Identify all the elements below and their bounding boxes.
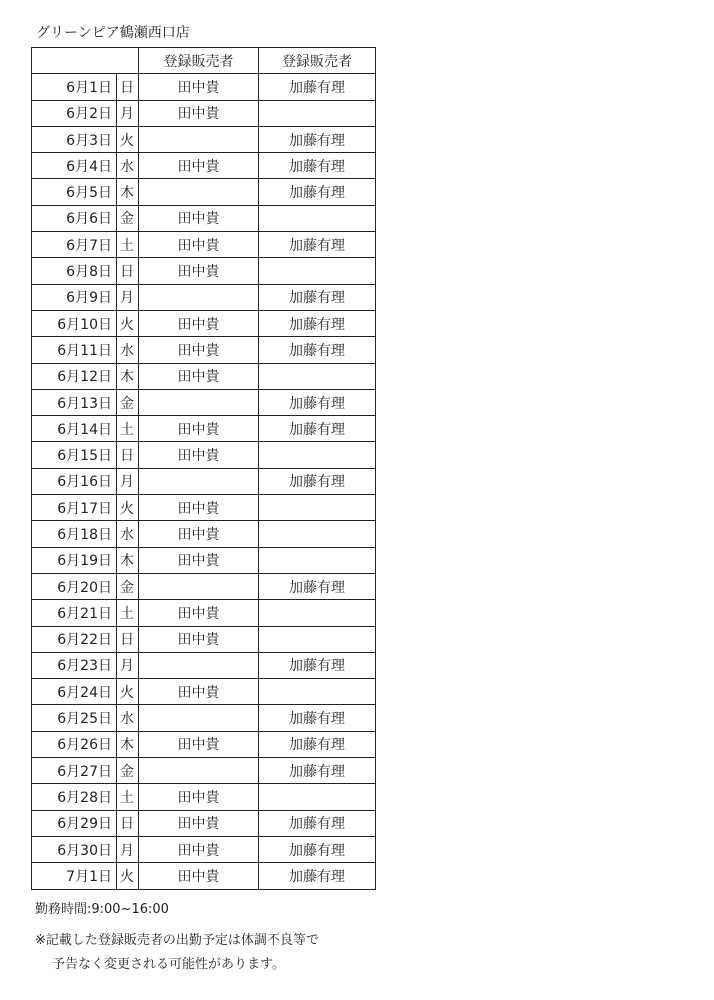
table-row (32, 416, 376, 442)
date-cell: 6月27日 (32, 758, 117, 784)
header-registered-seller-2: 登録販売者 (259, 48, 376, 74)
date-cell: 6月18日 (32, 521, 117, 547)
seller-2-cell (259, 205, 376, 231)
date-cell: 6月22日 (32, 626, 117, 652)
table-row (32, 179, 376, 205)
seller-2-cell (259, 600, 376, 626)
seller-2-cell: 加藤有理 (259, 126, 376, 152)
table-row (32, 547, 376, 573)
date-cell: 6月21日 (32, 600, 117, 626)
weekday-cell: 金 (117, 573, 139, 599)
date-cell: 6月7日 (32, 232, 117, 258)
weekday-cell: 土 (117, 784, 139, 810)
seller-1-cell: 田中貴 (139, 310, 259, 336)
table-row (32, 126, 376, 152)
date-cell: 6月19日 (32, 547, 117, 573)
date-cell: 6月11日 (32, 337, 117, 363)
seller-2-cell: 加藤有理 (259, 74, 376, 100)
weekday-cell: 金 (117, 205, 139, 231)
table-row (32, 705, 376, 731)
seller-2-cell: 加藤有理 (259, 389, 376, 415)
seller-1-cell: 田中貴 (139, 547, 259, 573)
date-cell: 6月23日 (32, 652, 117, 678)
table-row (32, 442, 376, 468)
date-cell: 6月5日 (32, 179, 117, 205)
header-blank-cell (32, 48, 139, 74)
seller-2-cell (259, 363, 376, 389)
seller-2-cell (259, 258, 376, 284)
notice-line-2: 予告なく変更される可能性があります。 (52, 957, 285, 972)
table-row (32, 100, 376, 126)
seller-1-cell: 田中貴 (139, 495, 259, 521)
seller-2-cell: 加藤有理 (259, 337, 376, 363)
date-cell: 6月29日 (32, 810, 117, 836)
date-cell: 6月17日 (32, 495, 117, 521)
weekday-cell: 月 (117, 836, 139, 862)
date-cell: 6月4日 (32, 153, 117, 179)
seller-1-cell: 田中貴 (139, 731, 259, 757)
seller-2-cell: 加藤有理 (259, 705, 376, 731)
table-row (32, 758, 376, 784)
weekday-cell: 水 (117, 153, 139, 179)
seller-1-cell: 田中貴 (139, 205, 259, 231)
seller-2-cell (259, 521, 376, 547)
weekday-cell: 日 (117, 626, 139, 652)
table-row (32, 205, 376, 231)
table-row (32, 258, 376, 284)
date-cell: 6月15日 (32, 442, 117, 468)
weekday-cell: 月 (117, 468, 139, 494)
seller-2-cell: 加藤有理 (259, 416, 376, 442)
table-row (32, 389, 376, 415)
weekday-cell: 木 (117, 547, 139, 573)
table-row (32, 810, 376, 836)
table-row (32, 153, 376, 179)
seller-1-cell: 田中貴 (139, 153, 259, 179)
seller-2-cell (259, 626, 376, 652)
weekday-cell: 土 (117, 232, 139, 258)
table-row (32, 626, 376, 652)
weekday-cell: 水 (117, 521, 139, 547)
weekday-cell: 日 (117, 74, 139, 100)
seller-2-cell (259, 547, 376, 573)
seller-2-cell: 加藤有理 (259, 573, 376, 599)
date-cell: 6月6日 (32, 205, 117, 231)
seller-1-cell: 田中貴 (139, 810, 259, 836)
seller-2-cell: 加藤有理 (259, 153, 376, 179)
seller-1-cell: 田中貴 (139, 679, 259, 705)
date-cell: 6月2日 (32, 100, 117, 126)
weekday-cell: 木 (117, 363, 139, 389)
weekday-cell: 水 (117, 705, 139, 731)
store-title: グリーンピア鶴瀬西口店 (36, 25, 190, 41)
date-cell: 6月26日 (32, 731, 117, 757)
table-row (32, 679, 376, 705)
seller-1-cell: 田中貴 (139, 626, 259, 652)
header-registered-seller-1: 登録販売者 (139, 48, 259, 74)
date-cell: 6月1日 (32, 74, 117, 100)
date-cell: 6月13日 (32, 389, 117, 415)
weekday-cell: 木 (117, 179, 139, 205)
table-row (32, 74, 376, 100)
seller-1-cell: 田中貴 (139, 232, 259, 258)
weekday-cell: 火 (117, 863, 139, 889)
table-row (32, 521, 376, 547)
working-hours: 勤務時間:9:00~16:00 (35, 902, 169, 917)
seller-1-cell: 田中貴 (139, 600, 259, 626)
seller-1-cell: 田中貴 (139, 836, 259, 862)
seller-2-cell (259, 679, 376, 705)
seller-2-cell: 加藤有理 (259, 179, 376, 205)
weekday-cell: 土 (117, 600, 139, 626)
table-row (32, 652, 376, 678)
weekday-cell: 金 (117, 389, 139, 415)
weekday-cell: 金 (117, 758, 139, 784)
weekday-cell: 月 (117, 652, 139, 678)
seller-1-cell (139, 389, 259, 415)
date-cell: 6月3日 (32, 126, 117, 152)
seller-2-cell: 加藤有理 (259, 310, 376, 336)
seller-2-cell (259, 784, 376, 810)
seller-1-cell (139, 758, 259, 784)
weekday-cell: 木 (117, 731, 139, 757)
seller-1-cell: 田中貴 (139, 521, 259, 547)
seller-2-cell: 加藤有理 (259, 863, 376, 889)
table-row (32, 468, 376, 494)
weekday-cell: 日 (117, 258, 139, 284)
weekday-cell: 日 (117, 810, 139, 836)
date-cell: 6月8日 (32, 258, 117, 284)
table-row (32, 495, 376, 521)
table-row (32, 363, 376, 389)
seller-1-cell (139, 126, 259, 152)
date-cell: 6月24日 (32, 679, 117, 705)
table-row (32, 784, 376, 810)
seller-1-cell (139, 179, 259, 205)
table-header-row (32, 48, 376, 74)
seller-1-cell: 田中貴 (139, 363, 259, 389)
seller-1-cell: 田中貴 (139, 258, 259, 284)
date-cell: 6月20日 (32, 573, 117, 599)
date-cell: 6月28日 (32, 784, 117, 810)
seller-1-cell (139, 573, 259, 599)
table-row (32, 863, 376, 889)
date-cell: 6月30日 (32, 836, 117, 862)
notice (35, 931, 319, 975)
date-cell: 6月14日 (32, 416, 117, 442)
seller-2-cell (259, 495, 376, 521)
seller-2-cell (259, 442, 376, 468)
seller-1-cell (139, 705, 259, 731)
date-cell: 6月25日 (32, 705, 117, 731)
seller-2-cell: 加藤有理 (259, 468, 376, 494)
seller-2-cell: 加藤有理 (259, 232, 376, 258)
seller-2-cell: 加藤有理 (259, 652, 376, 678)
table-row (32, 573, 376, 599)
seller-1-cell: 田中貴 (139, 416, 259, 442)
date-cell: 6月10日 (32, 310, 117, 336)
weekday-cell: 月 (117, 284, 139, 310)
table-row (32, 284, 376, 310)
table-row (32, 232, 376, 258)
seller-2-cell: 加藤有理 (259, 758, 376, 784)
table-row (32, 836, 376, 862)
date-cell: 7月1日 (32, 863, 117, 889)
weekday-cell: 火 (117, 310, 139, 336)
date-cell: 6月16日 (32, 468, 117, 494)
seller-1-cell: 田中貴 (139, 337, 259, 363)
seller-1-cell: 田中貴 (139, 442, 259, 468)
date-cell: 6月12日 (32, 363, 117, 389)
weekday-cell: 月 (117, 100, 139, 126)
seller-2-cell (259, 100, 376, 126)
weekday-cell: 水 (117, 337, 139, 363)
weekday-cell: 土 (117, 416, 139, 442)
seller-1-cell: 田中貴 (139, 100, 259, 126)
seller-2-cell: 加藤有理 (259, 731, 376, 757)
table-row (32, 600, 376, 626)
weekday-cell: 日 (117, 442, 139, 468)
date-cell: 6月9日 (32, 284, 117, 310)
table-row (32, 310, 376, 336)
seller-1-cell: 田中貴 (139, 74, 259, 100)
seller-2-cell: 加藤有理 (259, 284, 376, 310)
seller-2-cell: 加藤有理 (259, 836, 376, 862)
seller-1-cell (139, 284, 259, 310)
seller-1-cell: 田中貴 (139, 863, 259, 889)
table-row (32, 337, 376, 363)
seller-1-cell (139, 468, 259, 494)
schedule-body (32, 74, 376, 889)
seller-2-cell: 加藤有理 (259, 810, 376, 836)
seller-1-cell: 田中貴 (139, 784, 259, 810)
weekday-cell: 火 (117, 126, 139, 152)
weekday-cell: 火 (117, 495, 139, 521)
seller-1-cell (139, 652, 259, 678)
staff-schedule-table (31, 47, 376, 890)
table-row (32, 731, 376, 757)
weekday-cell: 火 (117, 679, 139, 705)
notice-line-1: ※記載した登録販売者の出勤予定は体調不良等で (35, 933, 319, 948)
